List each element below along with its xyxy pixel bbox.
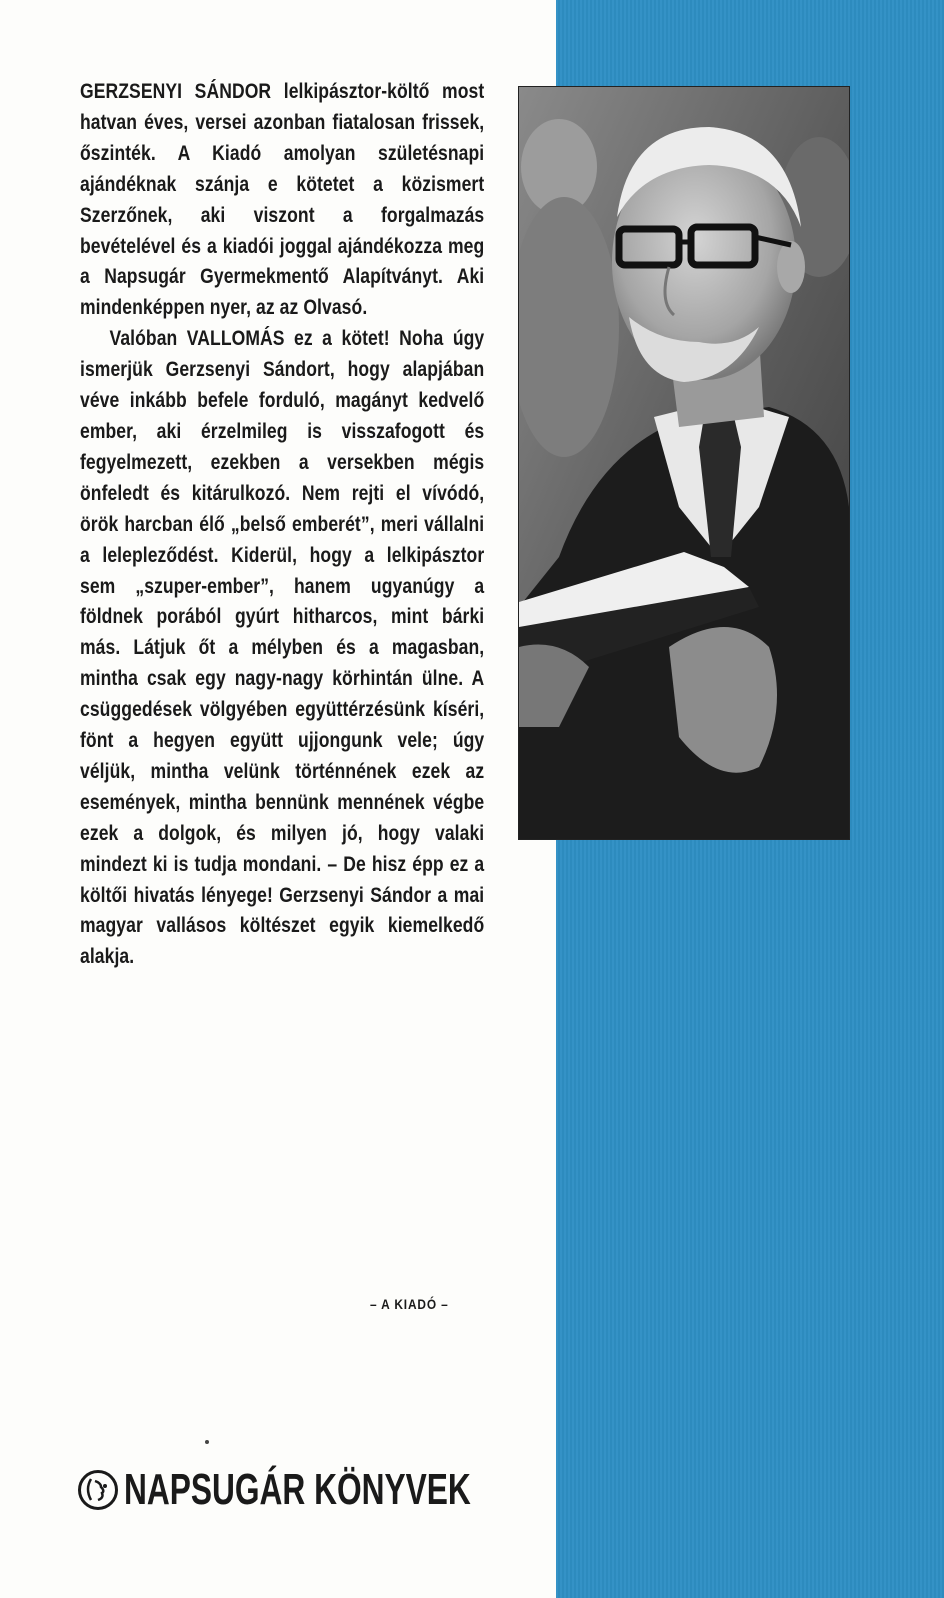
author-photo — [518, 86, 850, 840]
publisher-name: NAPSUGÁR KÖNYVEK — [124, 1465, 471, 1514]
sun-face-logo-icon — [78, 1470, 118, 1510]
blurb-paragraph-2: Valóban VALLOMÁS ez a kötet! Noha úgy ismerjük Gerzsenyi Sándort, hogy alapjában véve inkább befele forduló, magányt kedvelő ember, aki érzelmileg is visszafogott és fegyelmezett, ezekben a versekben mégis önfeledt és kitárulkozó. Nem rejti el vívódó, örök harcban élő „belső emberét”, meri vállalni a lelepleződést. Kiderül, hogy a lelkipásztor sem „szuper-ember”, hanem ugyanúgy a földnek porából gyúrt hitharcos, mint bárki más. Látjuk őt a mélyben és a magasban, mintha csak egy nagy-nagy körhintán ülne. A csüggedések völgyében együttérzésünk kíséri, fönt a hegyen együtt ujjongunk vele; úgy véljük, mintha velünk történnének ezek az események, mintha bennünk mennének végbe ezek a dolgok, és milyen jó, hogy valaki mindezt ki is tudja mondani. – De hisz épp ez a költői hivatás lényege! Gerzsenyi Sándor a mai magyar vallásos költészet egyik kiemelkedő alakja. — [80, 326, 485, 969]
print-speck — [205, 1440, 209, 1444]
publisher-imprint — [78, 1462, 606, 1518]
blurb-paragraph-1: GERZSENYI SÁNDOR lelkipásztor-költő most hatvan éves, versei azonban fiatalosan frissek, őszinték. A Kiadó amolyan születésnapi ajándéknak szánja e kötetet a közismert Szerzőnek, aki viszont a forgalmazás bevételével és a kiadói joggal ajándékozza meg a Napsugár Gyermekmentő Alapítványt. Aki mindenképpen nyer, az az Olvasó. — [80, 79, 485, 320]
publisher-signature: – A KIADÓ – — [370, 1296, 449, 1312]
blurb-text — [80, 76, 484, 972]
